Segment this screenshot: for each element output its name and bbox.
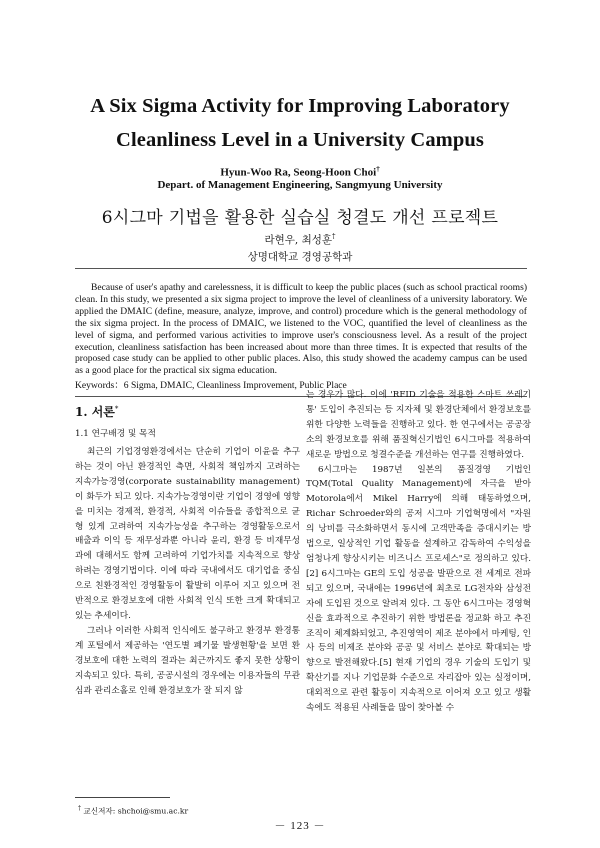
right-column	[306, 388, 531, 716]
abstract	[75, 282, 527, 377]
korean-corresponding-mark: †	[332, 232, 336, 241]
body-paragraph: 최근의 기업경영환경에서는 단순히 기업이 이윤을 추구하는 것이 아닌 환경적인 측면, 사회적 책임까지 고려하는 지속가능경영(corporate sustainability management)이 화두가 되고 있다. 지속가능경영이란 기업이 경영에 영향을 미치는 경제적, 환경적, 사회적 이슈들을 종합적으로 균형 있게 고려하여 지속가능성을 추구하는 경영활동으로서 배출과 이익 등 재무성과뿐 아니라 윤리, 환경 등 비재무성과에 대해서도 함께 고려하여 기업가치를 지속적으로 향상하려는 경영기법이다. 이에 따라 국내에서도 대기업을 중심으로 친환경적인 경영활동이 활발히 이루어 지고 있으며 전반적으로 환경보호에 대한 사회적 인식 또한 크게 확대되고 있는 추세이다.	[75, 447, 300, 621]
paper-title-line-1: A Six Sigma Activity for Improving Laboratory	[90, 95, 510, 117]
subsection-heading: 1.1 연구배경 및 목적	[75, 429, 156, 439]
left-column	[75, 398, 300, 698]
footnote	[78, 805, 188, 817]
section-heading-text: 1. 서론	[75, 405, 115, 419]
body-paragraph: 그러나 이러한 사회적 인식에도 불구하고 환경부 환경통계 포털에서 제공하는 '연도별 폐기물 발생현황'을 보면 환경보호에 대한 노력의 결과는 최근까지도 좋지 못한 상황이 지속되고 있다. 특히, 공공시설의 경우에는 이용자들의 무관심과 관리소홀로 인해 환경보호가 잘 되지 않	[75, 625, 300, 696]
footnote-mark: †	[78, 805, 81, 812]
abstract-top-rule	[75, 268, 527, 269]
section-heading	[75, 400, 300, 421]
abstract-text: Because of user's apathy and carelessness, it is difficult to keep the public places (such as school practical rooms) clean. In this study, we presented a six sigma project to improve the level of cleanliness of a university laboratory. We applied the DMAIC (define, measure, analyze, improve, and control) procedure which is the general methodology of the six sigma project. In the process of DMAIC, we listened to the VOC, quantified the level of cleanliness as the level of sigma, and performed various activities to improve user's consciousness level. As a result of the project execution, cleanliness satisfaction has been increased about more than three times. It is expected that results of the proposed case study can be applied to other public places. Also, this study showed the academy campus can be used as a good place for the practical six sigma education.	[75, 282, 527, 377]
korean-title: 6시그마 기법을 활용한 실습실 청결도 개선 프로젝트	[101, 208, 499, 228]
korean-author-names: 라현우, 최성훈	[264, 234, 333, 246]
page-number: － 123 －	[274, 820, 326, 832]
korean-authors	[0, 232, 600, 247]
body-paragraph: 는 경우가 많다. 이에 'RFID 기술을 적용한 스마트 쓰레기통' 도입이 추진되는 등 지자체 및 환경단체에서 환경보호를 위한 다양한 노력들을 진행하고 있다. 한 연구에서는 공공장소의 환경보호를 위해 품질혁신기법인 6시그마를 적용하여 새로운 방법으로 청결수준을 개선하는 연구를 진행하였다.	[306, 390, 531, 460]
author-names-text: Hyun-Woo Ra, Seong-Hoon Choi	[220, 166, 377, 179]
keywords: Keywords：6 Sigma, DMAIC, Cleanliness Improvement, Public Place	[75, 380, 347, 391]
footnote-text: 교신저자: shchoi@smu.ac.kr	[83, 806, 189, 816]
author-affiliation: Depart. of Management Engineering, Sangmyung University	[157, 179, 443, 191]
section-heading-sup: *	[114, 405, 119, 413]
korean-affiliation: 상명대학교 경영공학과	[247, 251, 353, 263]
body-paragraph: 6시그마는 1987년 일본의 품질경영 기법인 TQM(Total Quality Management)에 자극을 받아 Motorola에서 Mikel Harry에 의해 태동하였으며, Richar Schroeder와의 공저 시그마 기업혁명에서 "자원의 낭비를 극소화하면서 동시에 고객만족을 증대시키는 방법으로, 일상적인 기업 활동을 설계하고 감독하여 수익성을 엄청나게 향상시키는 비즈니스 프로세스"로 정의하고 있다.[2] 6시그마는 GE의 도입 성공을 발판으로 전 세계로 전파되고 있으며, 국내에는 1996년에 최초로 LG전자와 삼성전자에 도입된 것으로 알려져 있다. 그 동안 6시그마는 경영혁신을 효과적으로 추진하기 위한 방법론을 정교화 하고 추진조직이 체계화되었고, 추진영역이 제조 분야에서 마케팅, 인사 등의 비제조 분야와 공공 및 서비스 분야로 확대되는 방향으로 발전해왔다.[5] 현재 기업의 경우 기술의 도입기 및 확산기를 지나 기업문화 수준으로 자리잡아 있는 실정이며, 대외적으로 관련 활동이 지속적으로 이어져 오고 있고 생활 속에도 적용된 사례들을 많이 찾아볼 수	[306, 464, 531, 714]
footnote-rule	[75, 797, 170, 798]
paper-title-line-2: Cleanliness Level in a University Campus	[116, 129, 484, 151]
corresponding-mark: †	[376, 165, 380, 173]
author-names	[0, 165, 600, 179]
